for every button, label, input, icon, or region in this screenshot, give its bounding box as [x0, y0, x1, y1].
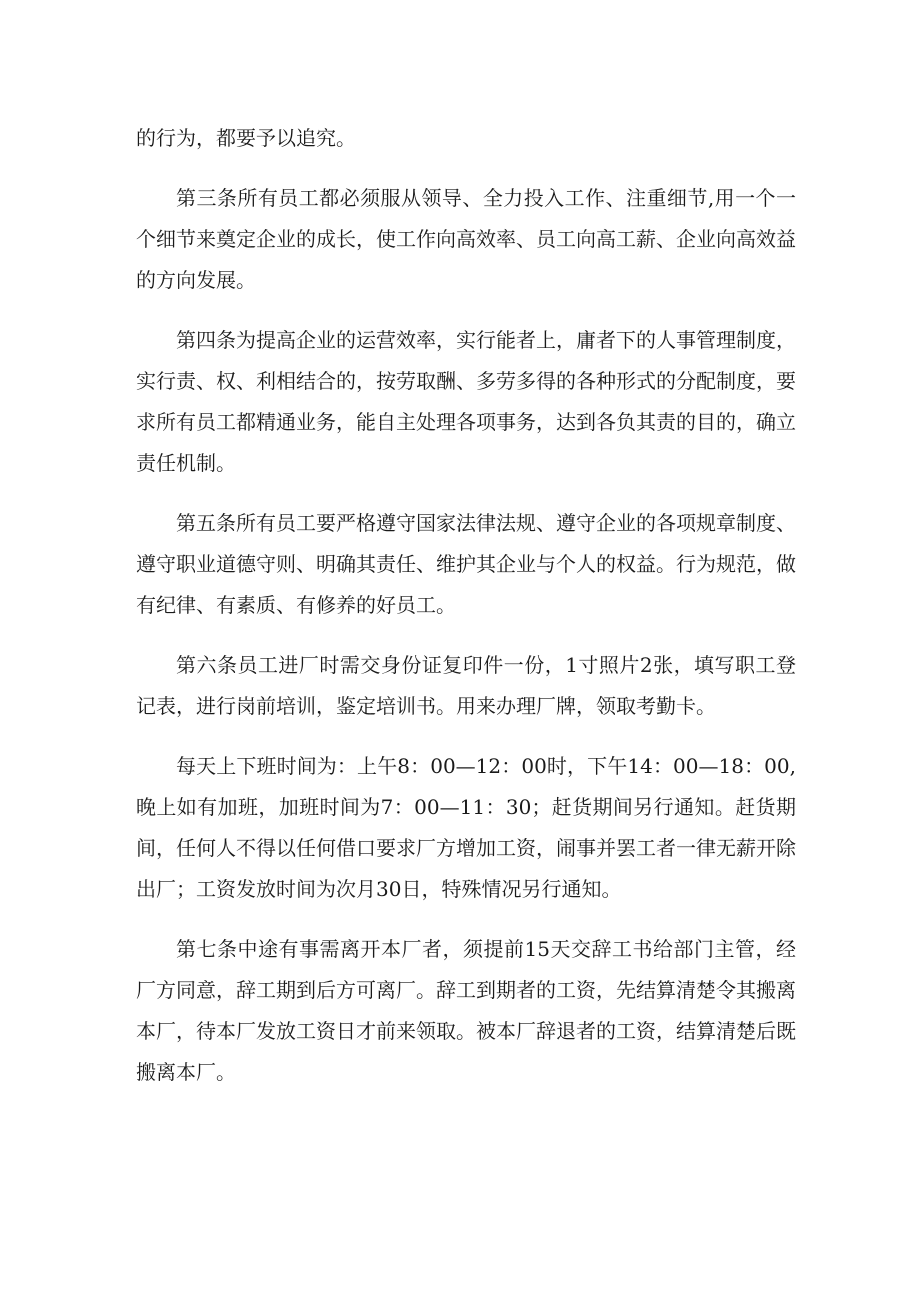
paragraph-work-hours: 每天上下班时间为：上午8：00—12：00时，下午14：00—18：00,晚上如有加班，加班时间为7：00—11：30；赶货期间另行通知。赶货期间，任何人不得以任何借口要求厂方增加工资，闹事并罢工者一律无薪开除出厂；工资发放时间为次月30日，特殊情况另行通知。 — [136, 754, 796, 901]
paragraph-article-4: 第四条为提高企业的运营效率，实行能者上，庸者下的人事管理制度，实行责、权、利相结合的，按劳取酬、多劳多得的各种形式的分配制度，要求所有员工都精通业务，能自主处理各项事务，达到各负其责的目的，确立责任机制。 — [136, 328, 796, 475]
paragraph-article-6: 第六条员工进厂时需交身份证复印件一份，1寸照片2张，填写职工登记表，进行岗前培训，鉴定培训书。用来办理厂牌，领取考勤卡。 — [136, 653, 796, 718]
paragraph-article-7: 第七条中途有事需离开本厂者，须提前15天交辞工书给部门主管，经厂方同意，辞工期到后方可离厂。辞工到期者的工资，先结算清楚令其搬离本厂，待本厂发放工资日才前来领取。被本厂辞退者的工资，结算清楚后既搬离本厂。 — [136, 937, 796, 1084]
document-body — [136, 118, 796, 1112]
paragraph-article-3: 第三条所有员工都必须服从领导、全力投入工作、注重细节,用一个一个细节来奠定企业的成长，使工作向高效率、员工向高工薪、企业向高效益的方向发展。 — [136, 186, 796, 292]
paragraph-1: 的行为，都要予以追究。 — [136, 126, 356, 150]
paragraph-article-5: 第五条所有员工要严格遵守国家法律法规、遵守企业的各项规章制度、遵守职业道德守则、明确其责任、维护其企业与个人的权益。行为规范，做有纪律、有素质、有修养的好员工。 — [136, 511, 796, 617]
